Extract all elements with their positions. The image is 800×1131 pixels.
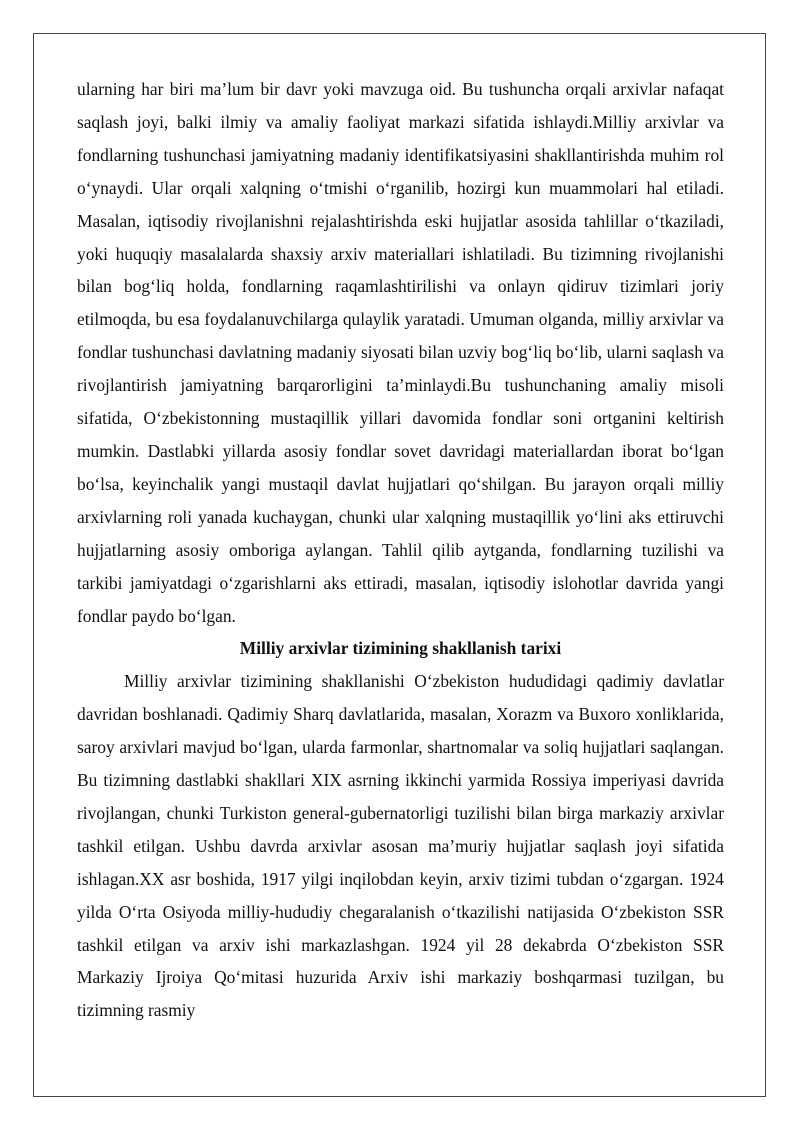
document-body: [77, 73, 724, 1027]
body-paragraph: Milliy arxivlar tizimining shakllanishi O‘zbekiston hududidagi qadimiy davlatlar davridan boshlanadi. Qadimiy Sharq davlatlarida, masalan, Xorazm va Buxoro xonliklarida, saroy arxivlari mavjud bo‘lgan, ularda farmonlar, shartnomalar va soliq hujjatlari saqlangan. Bu tizimning dastlabki shakllari XIX asrning ikkinchi yarmida Rossiya imperiyasi davrida rivojlangan, chunki Turkiston general-gubernatorligi tuzilishi bilan birga markaziy arxivlar tashkil etilgan. Ushbu davrda arxivlar asosan ma’muriy hujjatlar saqlash joyi sifatida ishlagan.XX asr boshida, 1917 yilgi inqilobdan keyin, arxiv tizimi tubdan o‘zgargan. 1924 yilda O‘rta Osiyoda milliy-hududiy chegaralanish o‘tkazilishi natijasida O‘zbekiston SSR tashkil etilgan va arxiv ishi markazlashgan. 1924 yil 28 dekabrda O‘zbekiston SSR Markaziy Ijroiya Qo‘mitasi huzurida Arxiv ishi markaziy boshqarmasi tuzilgan, bu tizimning rasmiy: [77, 671, 724, 1021]
section-heading: Milliy arxivlar tizimining shakllanish tarixi: [239, 638, 562, 659]
body-paragraph: ularning har biri ma’lum bir davr yoki mavzuga oid. Bu tushuncha orqali arxivlar nafaqat saqlash joyi, balki ilmiy va amaliy faoliyat markazi sifatida ishlaydi.Milliy arxivlar va fondlarning tushunchasi jamiyatning madaniy identifikatsiyasini shakllantirishda muhim rol o‘ynaydi. Ular orqali xalqning o‘tmishi o‘rganilib, hozirgi kun muammolari hal etiladi. Masalan, iqtisodiy rivojlanishni rejalashtirishda eski hujjatlar asosida tahlillar o‘tkaziladi, yoki huquqiy masalalarda shaxsiy arxiv materiallari ishlatiladi. Bu tizimning rivojlanishi bilan bog‘liq holda, fondlarning raqamlashtirilishi va onlayn qidiruv tizimlari joriy etilmoqda, bu esa foydalanuvchilarga qulaylik yaratadi. Umuman olganda, milliy arxivlar va fondlar tushunchasi davlatning madaniy siyosati bilan uzviy bog‘liq bo‘lib, ularni saqlash va rivojlantirish jamiyatning barqarorligini ta’minlaydi.Bu tushunchaning amaliy misoli sifatida, O‘zbekistonning mustaqillik yillari davomida fondlar soni ortganini keltirish mumkin. Dastlabki yillarda asosiy fondlar sovet davridagi materiallardan iborat bo‘lgan bo‘lsa, keyinchalik yangi mustaqil davlat hujjatlari qo‘shilgan. Bu jarayon orqali milliy arxivlarning roli yanada kuchaygan, chunki ular xalqning mustaqillik yo‘lini aks ettiruvchi hujjatlarning asosiy omboriga aylangan. Tahlil qilib aytganda, fondlarning tuzilishi va tarkibi jamiyatdagi o‘zgarishlarni aks ettiradi, masalan, iqtisodiy islohotlar davrida yangi fondlar paydo bo‘lgan.: [77, 79, 724, 626]
